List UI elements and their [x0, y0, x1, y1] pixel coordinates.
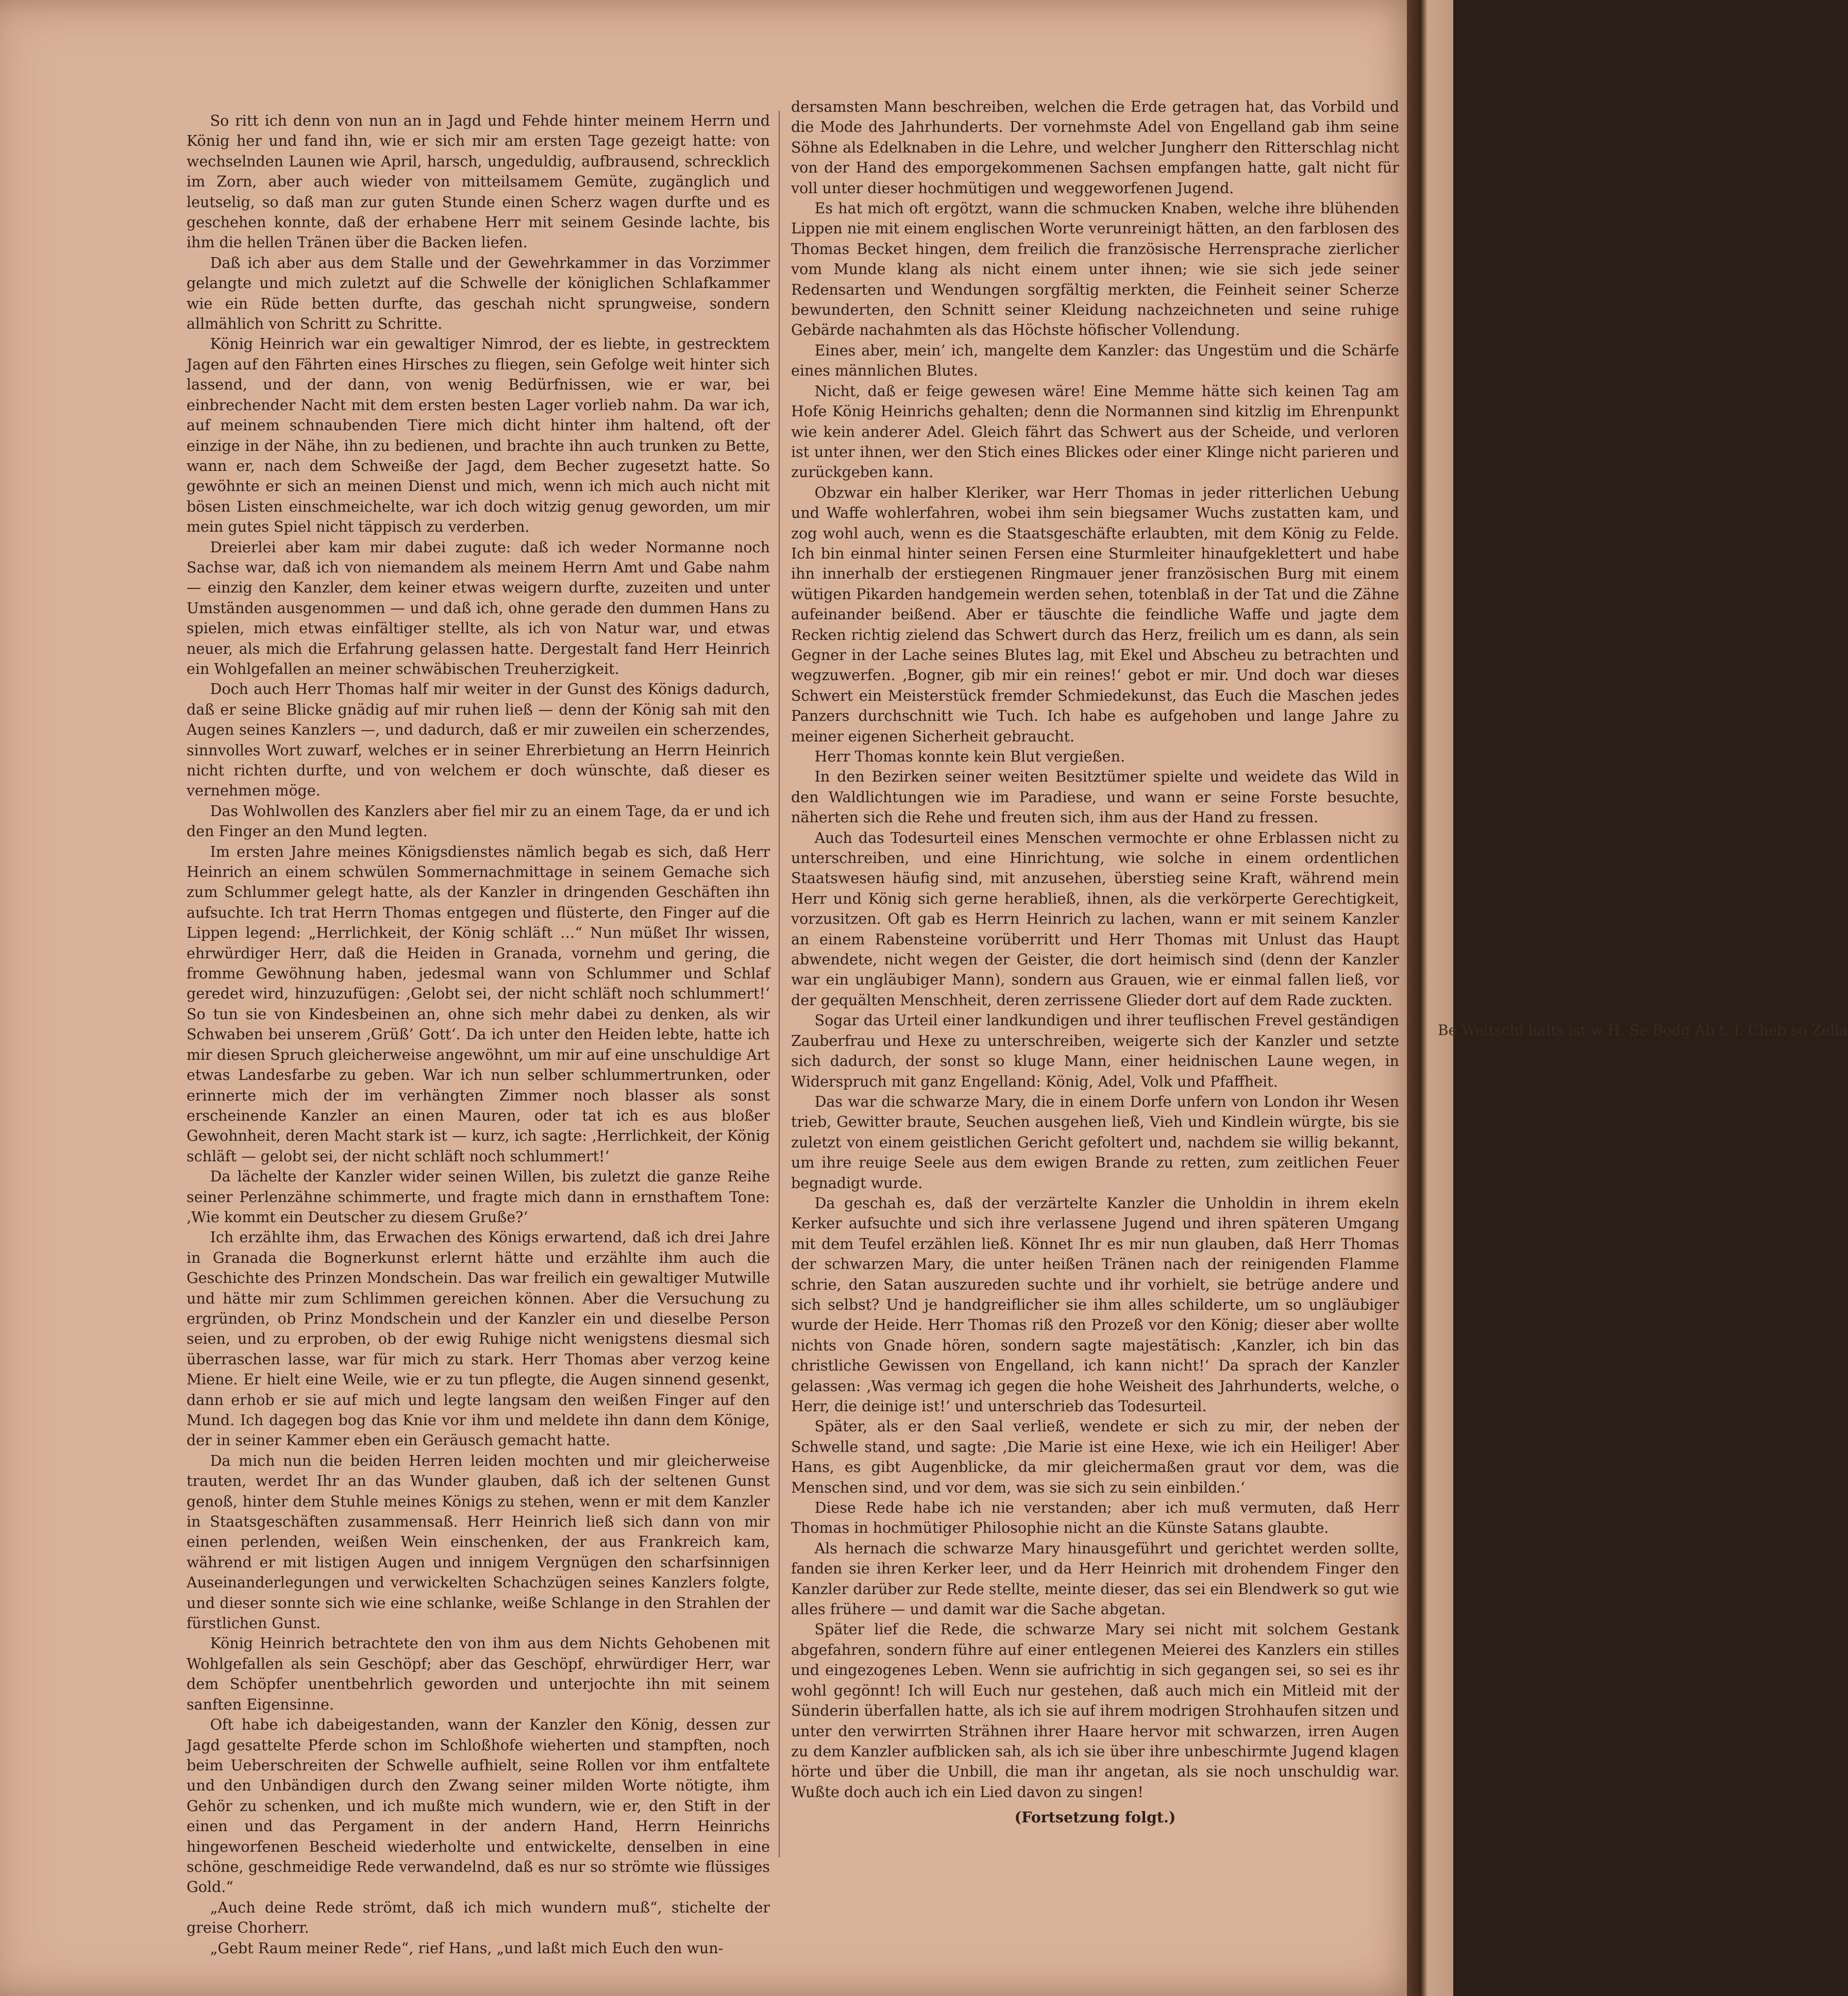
left-column — [187, 111, 770, 1958]
paragraph: Diese Rede habe ich nie verstanden; aber ich muß vermuten, daß Herr Thomas in hochmütiger Philosophie nicht an die Künste Satans glaubte. — [791, 1499, 1399, 1537]
paragraph: In den Bezirken seiner weiten Besitztümer spielte und weidete das Wild in den Waldlichtungen wie im Paradiese, und wann er seine Forste besuchte, näherten sich die Rehe und freuten sich, ihm aus der Hand zu fressen. — [791, 768, 1399, 826]
right-column — [791, 97, 1399, 1828]
paragraph: Da geschah es, daß der verzärtelte Kanzler die Unholdin in ihrem ekeln Kerker aufsuchte und sich ihre verlassene Jugend und ihren späteren Umgang mit dem Teufel erzählen ließ. Könnet Ihr es mir nun glauben, daß Herr Thomas der schwarzen Mary, die unter heißen Tränen nach der reinigenden Flamme schrie, den Satan auszureden suchte und ihr vorhielt, sie betrüge andere und sich selbst? Und je handgreiflicher sie ihm alles schilderte, um so ungläubiger wurde der Heide. Herr Thomas riß den Prozeß vor den König; dieser aber wollte nichts von Gnade hören, sondern sagte majestätisch: ‚Kanzler, ich bin das christliche Gewissen von Engelland, ich kann nicht!‘ Da sprach der Kanzler gelassen: ‚Was vermag ich gegen die hohe Weisheit des Jahrhunderts, welche, o Herr, die deinige ist!‘ und unterschrieb das Todesurteil. — [791, 1194, 1399, 1415]
paragraph: Im ersten Jahre meines Königsdienstes nämlich begab es sich, daß Herr Heinrich an einem schwülen Sommernachmittage in seinem Gemache sich zum Schlummer gelegt hatte, als der Kanzler in dringenden Geschäften ihn aufsuchte. Ich trat Herrn Thomas entgegen und flüsterte, den Finger auf die Lippen legend: „Herrlichkeit, der König schläft …“ Nun müßet Ihr wissen, ehrwürdiger Herr, daß die Heiden in Granada, vornehm und gering, die fromme Gewöhnung haben, jedesmal wann von Schlummer und Schlaf geredet wird, hinzuzufügen: ‚Gelobt sei, der nicht schläft noch schlummert!‘ So tun sie von Kindesbeinen an, ohne sich mehr dabei zu denken, als wir Schwaben bei unserem ‚Grüß’ Gott‘. Da ich unter den Heiden lebte, hatte ich mir diesen Spruch gleicherweise angewöhnt, um mir auf eine unschuldige Art etwas Landesfarbe zu geben. War ich nun selber schlummertrunken, oder erinnerte mich der im verhängten Zimmer noch blasser als sonst erscheinende Kanzler an einen Mauren, oder tat ich es aus bloßer Gewohnheit, deren Macht stark ist — kurz, ich sagte: ‚Herrlichkeit, der König schläft — gelobt sei, der nicht schläft noch schlummert!‘ — [187, 843, 770, 1165]
paragraph: König Heinrich betrachtete den von ihm aus dem Nichts Gehobenen mit Wohlgefallen als sein Geschöpf; aber das Geschöpf, ehrwürdiger Herr, war dem Schöpfer unentbehrlich geworden und unterjochte ihn mit seinem sanften Eigensinne. — [187, 1635, 770, 1713]
paragraph: „Auch deine Rede strömt, daß ich mich wundern muß“, stichelte der greise Chorherr. — [187, 1899, 770, 1937]
paragraph: Sogar das Urteil einer landkundigen und ihrer teuflischen Frevel geständigen Zauberfrau und Hexe zu unterschreiben, weigerte sich der Kanzler und setzte sich dadurch, der sonst so kluge Mann, einer heidnischen Laune wegen, in Widerspruch mit ganz Engelland: König, Adel, Volk und Pfaffheit. — [791, 1012, 1399, 1090]
paragraph: dersamsten Mann beschreiben, welchen die Erde getragen hat, das Vorbild und die Mode des Jahrhunderts. Der vornehmste Adel von Engelland gab ihm seine Söhne als Edelknaben in die Lehre, und welcher Jungherr den Ritterschlag nicht von der Hand des emporgekommenen Sachsen empfangen hatte, galt nicht für voll unter dieser hochmütigen und weggeworfenen Jugend. — [791, 98, 1399, 197]
adjacent-page-fragment: Be Weitschi halts ist w H. Se Bodg Ab t. f. Cheb so Zella — [1438, 1022, 1848, 1039]
paragraph: Ich erzählte ihm, das Erwachen des Königs erwartend, daß ich drei Jahre in Granada die Bognerkunst erlernt hätte und erzählte ihm auch die Geschichte des Prinzen Mondschein. Das war freilich ein gewaltiger Mutwille und hätte mir zum Schlimmen gereichen können. Aber die Versuchung zu ergründen, ob Prinz Mondschein und der Kanzler ein und dieselbe Person seien, und zu erproben, ob der ewig Ruhige nicht wenigstens diesmal sich überraschen lasse, war für mich zu stark. Herr Thomas aber verzog keine Miene. Er hielt eine Weile, wie er zu tun pflegte, die Augen sinnend gesenkt, dann erhob er sie auf mich und legte langsam den weißen Finger auf den Mund. Ich dagegen bog das Knie vor ihm und meldete ihn dann dem Könige, der in seiner Kammer eben ein Geräusch gemacht hatte. — [187, 1229, 770, 1449]
paragraph: Dreierlei aber kam mir dabei zugute: daß ich weder Normanne noch Sachse war, daß ich von niemandem als meinem Herrn Amt und Gabe nahm — einzig den Kanzler, dem keiner etwas weigern durfte, zuzeiten und unter Umständen ausgenommen — und daß ich, ohne gerade den dummen Hans zu spielen, mich etwas einfältiger stellte, als ich von Natur war, und etwas neuer, als mich die Erfahrung gelassen hatte. Dergestalt fand Herr Heinrich ein Wohlgefallen an meiner schwäbischen Treuherzigkeit. — [187, 538, 770, 678]
paragraph: Nicht, daß er feige gewesen wäre! Eine Memme hätte sich keinen Tag am Hofe König Heinrichs gehalten; denn die Normannen sind kitzlig im Ehrenpunkt wie kein anderer Adel. Gleich fährt das Schwert aus der Scheide, und verloren ist unter ihnen, wer den Stich eines Blickes oder einer Klinge nicht parieren und zurückgeben kann. — [791, 382, 1399, 481]
paragraph: Als hernach die schwarze Mary hinausgeführt und gerichtet werden sollte, fanden sie ihren Kerker leer, und da Herr Heinrich mit drohendem Finger den Kanzler darüber zur Rede stellte, meinte dieser, das sei ein Blendwerk so gut wie alles frühere — und damit war die Sache abgetan. — [791, 1540, 1399, 1618]
paragraph: Auch das Todesurteil eines Menschen vermochte er ohne Erblassen nicht zu unterschreiben, und eine Hinrichtung, wie solche in einem ordentlichen Staatswesen häufig sind, mit anzusehen, überstieg seine Kraft, während mein Herr und König sich gerne herabließ, ihnen, als die verkörperte Gerechtigkeit, vorzusitzen. Oft gab es Herrn Heinrich zu lachen, wann er mit seinem Kanzler an einem Rabensteine vorüberritt und Herr Thomas mit Unlust das Haupt abwendete, nicht wegen der Geister, die dort heimisch sind (denn der Kanzler war ein ungläubiger Mann), sondern aus Grauen, wie er einmal fallen ließ, vor der gequälten Menschheit, deren zerrissene Glieder dort auf dem Rade zuckten. — [791, 829, 1399, 1009]
paragraph: Da lächelte der Kanzler wider seinen Willen, bis zuletzt die ganze Reihe seiner Perlenzähne schimmerte, und fragte mich dann in ernsthaftem Tone: ‚Wie kommt ein Deutscher zu diesem Gruße?‘ — [187, 1168, 770, 1226]
paragraph: Oft habe ich dabeigestanden, wann der Kanzler den König, dessen zur Jagd gesattelte Pferde schon im Schloßhofe wieherten und stampften, noch beim Ueberschreiten der Schwelle aufhielt, seine Rollen vor ihm entfaltete und den Unbändigen durch den Zwang seiner milden Worte nötigte, ihm Gehör zu schenken, und ich mußte mich wundern, wie er, den Stift in der einen und das Pergament in der andern Hand, Herrn Heinrichs hingeworfenen Bescheid wiederholte und entwickelte, denselben in eine schöne, geschmeidige Rede verwandelnd, daß es nur so strömte wie flüssiges Gold.“ — [187, 1716, 770, 1896]
paragraph: So ritt ich denn von nun an in Jagd und Fehde hinter meinem Herrn und König her und fand ihn, wie er sich mir am ersten Tage gezeigt hatte: von wechselnden Launen wie April, harsch, ungeduldig, aufbrausend, schrecklich im Zorn, aber auch wieder von mitteilsamem Gemüte, zugänglich und leutselig, so daß man zur guten Stunde einen Scherz wagen durfte und es geschehen konnte, daß der erhabene Herr mit seinem Gesinde lachte, bis ihm die hellen Tränen über die Backen liefen. — [187, 112, 770, 251]
paragraph: Das war die schwarze Mary, die in einem Dorfe unfern von London ihr Wesen trieb, Gewitter braute, Seuchen ausgehen ließ, Vieh und Kindlein würgte, bis sie zuletzt von einem geistlichen Gericht gefoltert und, nachdem sie willig bekannt, um ihre reuige Seele aus dem ewigen Brande zu retten, zum zeitlichen Feuer begnadigt wurde. — [791, 1093, 1399, 1192]
paragraph: König Heinrich war ein gewaltiger Nimrod, der es liebte, in gestrecktem Jagen auf den Fährten eines Hirsches zu fliegen, sein Gefolge weit hinter sich lassend, und der dann, von wenig Bedürfnissen, wie er war, bei einbrechender Nacht mit dem ersten besten Lager vorlieb nahm. Da war ich, auf meinem schnaubenden Tiere mich dicht hinter ihm haltend, oft der einzige in der Nähe, ihn zu bedienen, und brachte ihn auch trunken zu Bette, wann er, nach dem Schweiße der Jagd, dem Becher zugesetzt hatte. So gewöhnte er sich an meinen Dienst und mich, wenn ich mich auch nicht mit bösen Listen einschmeichelte, war ich doch witzig genug geworden, um mir mein gutes Spiel nicht täppisch zu verderben. — [187, 335, 770, 536]
paragraph: „Gebt Raum meiner Rede“, rief Hans, „und laßt mich Euch den wun- — [210, 1939, 724, 1957]
paragraph: Daß ich aber aus dem Stalle und der Gewehrkammer in das Vorzimmer gelangte und mich zuletzt auf die Schwelle der königlichen Schlafkammer wie ein Rüde betten durfte, das geschah nicht sprungweise, sondern allmählich von Schritt zu Schritte. — [187, 254, 770, 333]
paragraph: Herr Thomas konnte kein Blut vergießen. — [814, 748, 1125, 765]
paragraph: Es hat mich oft ergötzt, wann die schmucken Knaben, welche ihre blühenden Lippen nie mit einem englischen Worte verunreinigt hätten, an den farblosen des Thomas Becket hingen, dem freilich die französische Herrensprache zierlicher vom Munde klang als nicht einem unter ihnen; wie sie sich jede seiner Redensarten und Wendungen sorgfältig merkten, die Feinheit seiner Scherze bewunderten, den Schnitt seiner Kleidung nachzeichneten und seine ruhige Gebärde nachahmten als das Höchste höfischer Vollendung. — [791, 200, 1399, 339]
paragraph: Später, als er den Saal verließ, wendete er sich zu mir, der neben der Schwelle stand, und sagte: ‚Die Marie ist eine Hexe, wie ich ein Heiliger! Aber Hans, es gibt Augenblicke, da mir gleichermaßen graut vor dem, was die Menschen sind, und vor dem, was sie sich zu sein einbilden.‘ — [791, 1418, 1399, 1496]
paragraph: Später lief die Rede, die schwarze Mary sei nicht mit solchem Gestank abgefahren, sondern führe auf einer entlegenen Meierei des Kanzlers ein stilles und eingezogenes Leben. Wenn sie aufrichtig in sich gegangen sei, so sei es ihr wohl gegönnt! Ich will Euch nur gestehen, daß auch mich ein Mitleid mit der Sünderin überfallen hatte, als ich sie auf ihrem modrigen Strohhaufen sitzen und unter den verwirrten Strähnen ihrer Haare hervor mit schwarzen, irren Augen zu dem Kanzler aufblicken sah, als ich sie über ihre unbeschirmte Jugend klagen hörte und über die Unbill, die man ihr angetan, als sie noch unschuldig war. Wußte doch auch ich ein Lied davon zu singen! — [791, 1621, 1399, 1801]
paragraph: Obzwar ein halber Kleriker, war Herr Thomas in jeder ritterlichen Uebung und Waffe wohlerfahren, wobei ihm sein biegsamer Wuchs zustatten kam, und zog wohl auch, wenn es die Staatsgeschäfte erlaubten, mit dem König zu Felde. Ich bin einmal hinter seinen Fersen eine Sturmleiter hinaufgeklettert und habe ihn innerhalb der erstiegenen Ringmauer jener französischen Burg mit einem wütigen Pikarden handgemein werden sehen, totenblaß in der Tat und die Zähne aufeinander beißend. Aber er täuschte die feindliche Waffe und jagte dem Recken richtig zielend das Schwert durch das Herz, freilich um es dann, als sein Gegner in der Lache seines Blutes lag, mit Ekel und Abscheu zu betrachten und wegzuwerfen. ‚Bogner, gib mir ein reines!‘ gebot er mir. Und doch war dieses Schwert ein Meisterstück fremder Schmiedekunst, das Euch die Maschen jedes Panzers durchschnitt wie Tuch. Ich habe es aufgehoben und lange Jahre zu meiner eigenen Sicherheit gebraucht. — [791, 484, 1399, 745]
continuation-note: (Fortsetzung folgt.) — [1014, 1808, 1176, 1826]
paragraph: Das Wohlwollen des Kanzlers aber fiel mir zu an einem Tage, da er und ich den Finger an den Mund legten. — [187, 802, 770, 840]
paragraph: Doch auch Herr Thomas half mir weiter in der Gunst des Königs dadurch, daß er seine Blicke gnädig auf mir ruhen ließ — denn der König sah mit den Augen seines Kanzlers —, und dadurch, daß er mir zuweilen ein scherzendes, sinnvolles Wort zuwarf, welches er in seiner Ehrerbietung an Herrn Heinrich nicht richten durfte, und von welchem er doch wünschte, daß dieser es vernehmen möge. — [187, 681, 770, 800]
column-divider — [779, 111, 780, 1857]
paragraph: Eines aber, mein’ ich, mangelte dem Kanzler: das Ungestüm und die Schärfe eines männlichen Blutes. — [791, 342, 1399, 380]
paragraph: Da mich nun die beiden Herren leiden mochten und mir gleicherweise trauten, werdet Ihr an das Wunder glauben, daß ich der seltenen Gunst genoß, hinter dem Stuhle meines Königs zu stehen, wenn er mit dem Kanzler in Staatsgeschäften zusammensaß. Herr Heinrich ließ sich dann von mir einen perlenden, weißen Wein einschenken, der aus Frankreich kam, während er mit listigen Augen und innigem Vergnügen den scharfsinnigen Auseinanderlegungen und verwickelten Schachzügen seines Kanzlers folgte, und dieser sonnte sich wie eine schlanke, weiße Schlange in den Strahlen der fürstlichen Gunst. — [187, 1452, 770, 1632]
